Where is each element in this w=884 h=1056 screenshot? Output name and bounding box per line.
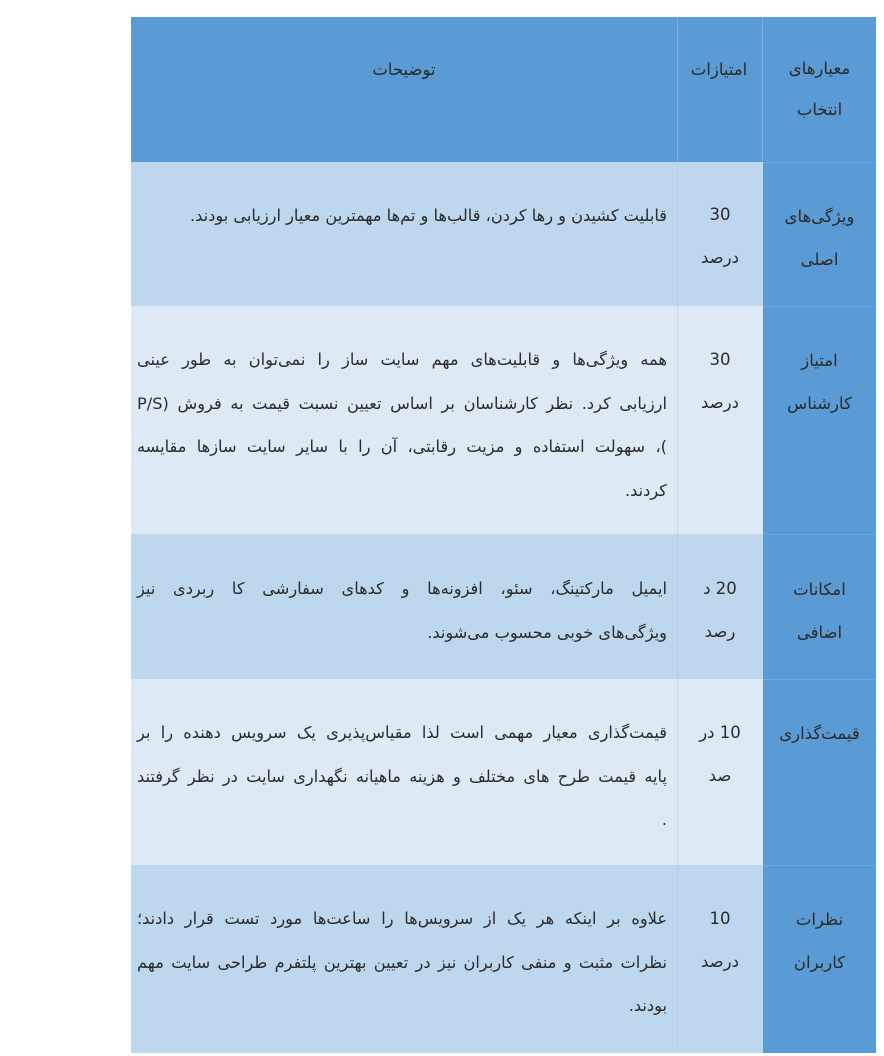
score-cell xyxy=(677,865,763,1053)
description-cell xyxy=(131,306,677,534)
description-cell xyxy=(131,162,677,306)
description-line: کردند. xyxy=(625,480,667,500)
description-cell xyxy=(131,865,677,1053)
criteria-cell xyxy=(763,534,876,679)
score-value: 30 xyxy=(709,205,731,224)
table-row xyxy=(131,679,876,865)
criteria-cell xyxy=(763,162,876,306)
description-line: ویژگی‌های خوبی محسوب می‌شوند. xyxy=(427,622,667,642)
score-value: 20 د xyxy=(703,579,737,598)
description-line: علاوه بر اینکه هر یک از سرویس‌ها را ساعت‌ها مورد تست قرار دادند؛ xyxy=(137,909,667,928)
score-unit: درصد xyxy=(701,248,739,267)
criteria-line-2: کارشناس xyxy=(787,394,852,413)
header-description-label: توضیحات xyxy=(372,60,436,79)
header-score-cell xyxy=(677,17,763,162)
description-cell xyxy=(131,679,677,865)
table-row xyxy=(131,306,876,534)
table-row xyxy=(131,162,876,306)
score-unit: رصد xyxy=(704,622,736,641)
description-line: قابلیت کشیدن و رها کردن، قالب‌ها و تم‌ها مهمترین معیار ارزیابی بودند. xyxy=(190,206,667,225)
score-value: 10 در xyxy=(699,723,741,742)
score-cell xyxy=(677,679,763,865)
score-cell xyxy=(677,306,763,534)
score-unit: درصد xyxy=(701,952,739,971)
header-criteria-line-2: انتخاب xyxy=(796,100,843,119)
header-description-cell xyxy=(131,17,677,162)
criteria-line-2: کاربران xyxy=(793,953,846,972)
criteria-line-1: ویژگی‌های xyxy=(784,207,855,226)
description-line: پایه قیمت طرح های مختلف و هزینه ماهیانه نگهداری سایت در نظر گرفتند xyxy=(137,766,667,786)
description-line: قیمت‌گذاری معیار مهمی است لذا مقیاس‌پذیری یک سرویس دهنده را بر xyxy=(137,723,667,742)
score-cell xyxy=(677,162,763,306)
header-score-label: امتیازات xyxy=(690,60,748,79)
description-line: . xyxy=(661,810,667,829)
score-unit: صد xyxy=(708,766,732,785)
score-value: 10 xyxy=(709,909,731,928)
table-header-row xyxy=(131,17,876,162)
header-criteria-cell xyxy=(763,17,876,162)
description-cell xyxy=(131,534,677,679)
description-line: همه ویژگی‌ها و قابلیت‌های مهم سایت ساز را نمی‌توان به طور عینی xyxy=(137,350,667,369)
description-line: بودند. xyxy=(628,996,667,1015)
criteria-line-1: قیمت‌گذاری xyxy=(779,724,860,743)
header-criteria-line-1: معیارهای xyxy=(788,59,851,78)
description-line: ارزیابی کرد. نظر کارشناسان بر اساس تعیین نسبت قیمت به فروش (P/S xyxy=(137,393,667,413)
table-row xyxy=(131,534,876,679)
criteria-table xyxy=(131,17,876,1053)
criteria-line-2: اصلی xyxy=(800,250,839,269)
score-value: 30 xyxy=(709,350,731,369)
criteria-cell xyxy=(763,306,876,534)
criteria-cell xyxy=(763,865,876,1053)
description-line: )، سهولت استفاده و مزیت رقابتی، آن را با سایر سایت سازها مقایسه xyxy=(137,437,667,456)
criteria-line-1: امکانات xyxy=(793,580,846,599)
description-line: ایمیل مارکتینگ، سئو، افزونه‌ها و کدهای سفارشی کا ربردی نیز xyxy=(137,579,667,598)
criteria-cell xyxy=(763,679,876,865)
score-unit: درصد xyxy=(701,393,739,412)
description-line: نظرات مثبت و منفی کاربران نیز در تعیین بهترین پلتفرم طراحی سایت مهم xyxy=(137,952,667,972)
criteria-line-1: امتیاز xyxy=(801,351,838,370)
table-row xyxy=(131,865,876,1053)
criteria-line-1: نظرات xyxy=(795,910,844,929)
criteria-line-2: اضافی xyxy=(796,623,843,642)
score-cell xyxy=(677,534,763,679)
